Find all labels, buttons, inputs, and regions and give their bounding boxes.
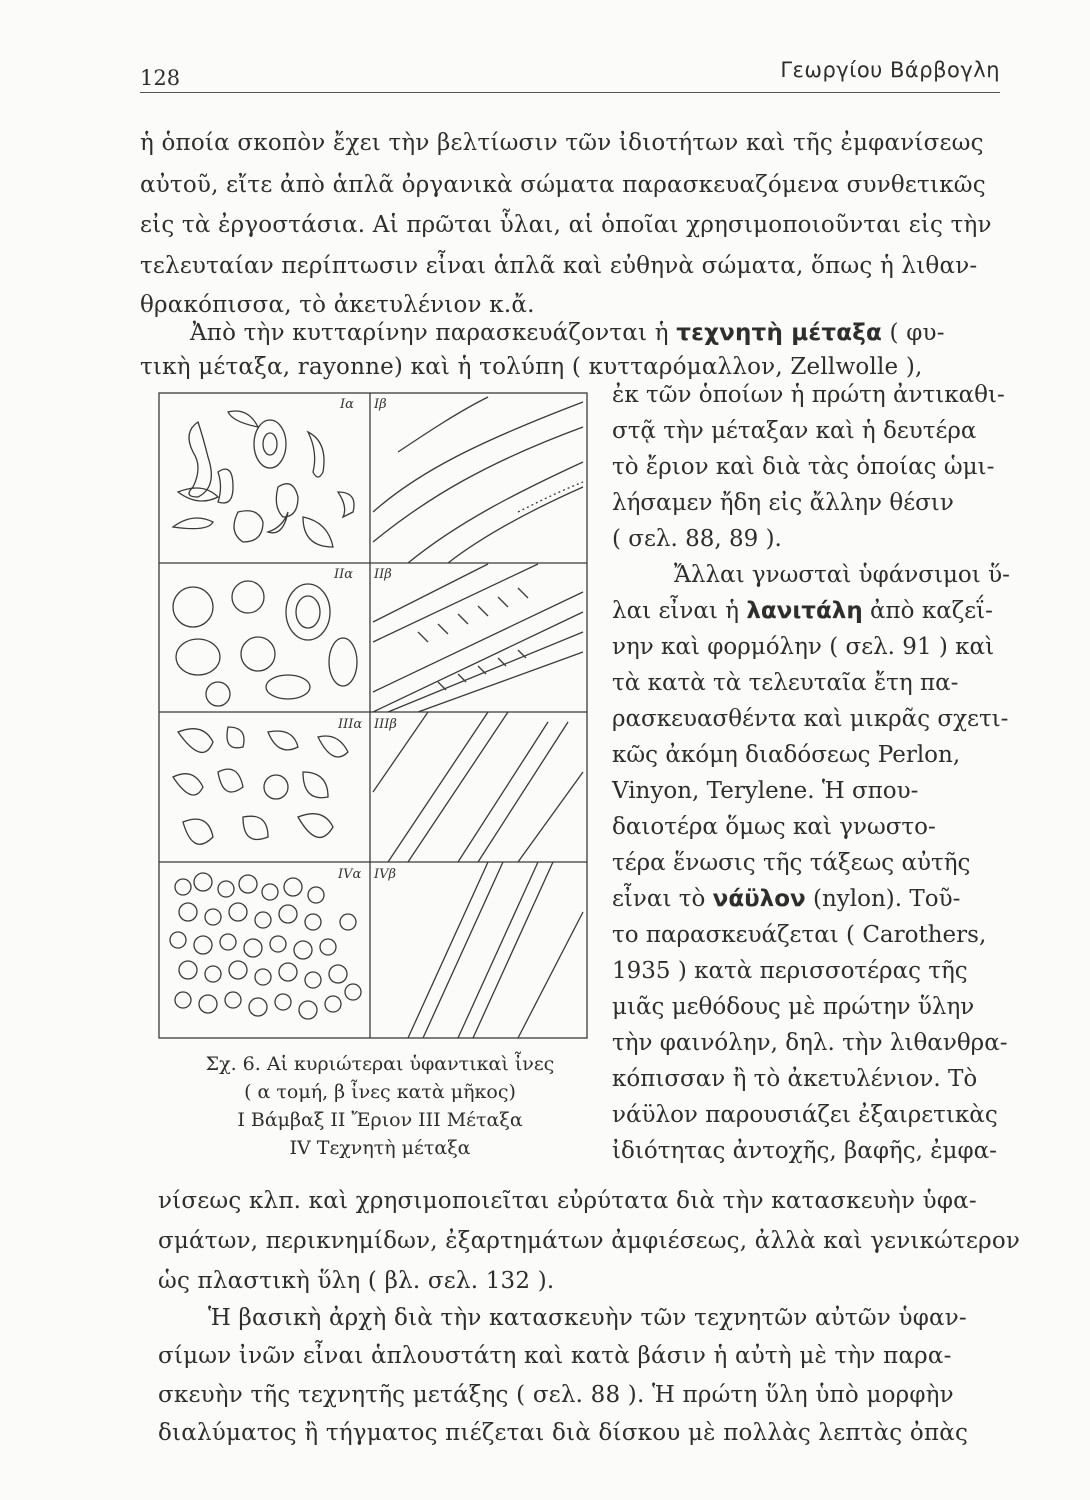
text-line [612,526,782,552]
caption-line: ΙV Τεχνητὴ μέταξα [289,1137,471,1159]
panel-label: Ια [340,397,354,412]
text-line [612,886,960,912]
text-line: ἡ ὁποία σκοπὸν ἔχει τὴν βελτίωσιν τῶν ἰδιοτήτων καὶ τῆς ἐμφανίσεως [140,130,984,156]
text-line [612,454,994,480]
text-span: λήσαμεν ἤδη εἰς ἄλλην θέσιν [612,490,954,516]
running-head: Γεωργίου Βάρβογλη [780,58,1000,82]
text-line [612,958,968,984]
text-span: ( φυ- [882,320,945,346]
fiber-figure [158,392,588,1039]
caption-line: ( α τομή, β ἶνες κατὰ μῆκος) [244,1081,516,1103]
text-span: εἶναι τὸ [612,886,713,912]
text-line: νίσεως κλπ. καὶ χρησιμοποιεῖται εὐρύτατα διὰ τὴν κατασκευὴν ὑφα- [158,1188,977,1214]
text-span: (nylon). Τοῦ- [805,886,961,912]
text-span: στᾷ τὴν μέταξαν καὶ ἡ δευτέρα [612,418,977,444]
text-span: κόπισσαν ἢ τὸ ἀκετυλένιον. Τὸ [612,1066,978,1092]
text-line: θρακόπισσα, τὸ ἀκετυλένιον κ.ἄ. [140,292,535,318]
text-span: 1935 ) κατὰ περισσοτέρας τῆς [612,958,968,984]
text-line [612,634,994,660]
figure-caption [160,1050,600,1162]
text-line: εἰς τὰ ἐργοστάσια. Αἱ πρῶται ὗλαι, αἱ ὁποῖαι χρησιμοποιοῦνται εἰς τὴν [140,212,992,238]
panel-label: ΙVβ [374,867,397,882]
text-line [612,490,954,516]
text-line: αὐτοῦ, εἴτε ἀπὸ ἁπλᾶ ὀργανικὰ σώματα παρασκευαζόμενα συνθετικῶς [140,172,986,198]
bold-term: νάϋλον [712,886,806,912]
page-number: 128 [140,66,181,90]
text-span: τὴν φαινόλην, δηλ. τὴν λιθανθρα- [612,1030,1008,1056]
page-header [140,52,1000,93]
text-span: το παρασκευάζεται ( Carothers, [612,922,987,948]
text-line: ὡς πλαστικὴ ὕλη ( βλ. σελ. 132 ). [158,1268,555,1294]
panel-label: Ιβ [374,397,387,412]
text-span: κῶς ἀκόμη διαδόσεως Perlon, [612,742,961,768]
fiber-illustration [158,392,588,1039]
text-span: Ἄλλαι γνωσταὶ ὑφάνσιμοι ὕ- [674,562,1010,588]
text-line: διαλύματος ἢ τήγματος πιέζεται διὰ δίσκου μὲ πολλὰς λεπτὰς ὀπὰς [158,1420,969,1446]
text-line [612,670,958,696]
text-line [612,778,918,804]
text-line: τελευταίαν περίπτωσιν εἶναι ἁπλᾶ καὶ εὐθηνὰ σώματα, ὅπως ἡ λιθαν- [140,253,978,279]
text-line [612,850,970,876]
text-span: νάϋλον παρουσιάζει ἐξαιρετικὰς [612,1102,998,1128]
text-line: τικὴ μέταξα, rayonne) καὶ ἡ τολύπη ( κυτταρόμαλλον, Zellwolle ), [140,354,923,380]
text-span: δαιοτέρα ὅμως καὶ γνωστο- [612,814,936,840]
bold-term: τεχνητὴ μέταξα [676,320,883,346]
figure-border [159,393,587,1038]
text-line [612,994,974,1020]
text-span: ἐκ τῶν ὁποίων ἡ πρώτη ἀντικαθι- [612,382,1005,408]
panel-label: ΙVα [338,867,362,882]
text-span: μιᾶς μεθόδους μὲ πρώτην ὕλην [612,994,975,1020]
caption-line: Ι Βάμβαξ ΙΙ Ἔριον ΙΙΙ Μέταξα [237,1109,523,1131]
caption-line: Σχ. 6. Αἱ κυριώτεραι ὑφαντικαὶ ἶνες [205,1053,555,1075]
text-line [612,418,976,444]
panel-label: ΙΙβ [374,567,392,582]
text-span: ρασκευασθέντα καὶ μικρᾶς σχετι- [612,706,1009,732]
text-span: νην καὶ φορμόλην ( σελ. 91 ) καὶ [612,634,995,660]
text-line [612,382,1005,408]
text-line [612,1102,998,1128]
text-line: σκευὴν τῆς τεχνητῆς μετάξης ( σελ. 88 ). Ἡ πρώτη ὕλη ὑπὸ μορφὴν [158,1382,954,1408]
text-span: Ἀπὸ τὴν κυτταρίνην παρασκευάζονται ἡ [190,320,677,346]
panel-label: ΙΙΙβ [374,717,397,732]
text-line [612,598,993,624]
text-line [190,320,945,346]
text-span: ἀπὸ καζεΐ- [862,598,993,624]
text-line [612,706,1008,732]
text-line [612,1138,997,1164]
text-span: λαι εἶναι ἡ [612,598,747,624]
text-line: σίμων ἰνῶν εἶναι ἁπλουστάτη καὶ κατὰ βάσιν ἡ αὐτὴ μὲ τὴν παρα- [158,1343,952,1369]
text-line [612,1030,1008,1056]
text-span: ( σελ. 88, 89 ). [612,526,782,552]
text-span: ἰδιότητας ἀντοχῆς, βαφῆς, ἐμφα- [612,1138,997,1164]
text-line [612,814,936,840]
text-span: τὸ ἔριον καὶ διὰ τὰς ὁποίας ὡμι- [612,454,995,480]
text-span: τὰ κατὰ τὰ τελευταῖα ἔτη πα- [612,670,959,696]
bold-term: λανιτάλη [746,598,863,624]
text-span: Vinyon, Terylene. Ἡ σπου- [612,778,919,804]
text-span: τέρα ἕνωσις τῆς τάξεως αὐτῆς [612,850,971,876]
panel-label: ΙΙα [334,567,354,582]
text-line: Ἡ βασικὴ ἀρχὴ διὰ τὴν κατασκευὴν τῶν τεχνητῶν αὐτῶν ὑφαν- [208,1305,967,1331]
text-line [612,742,960,768]
text-line [674,562,1010,588]
panel-label: ΙΙΙα [338,717,363,732]
text-line [612,1066,977,1092]
text-line: σμάτων, περικνημίδων, ἐξαρτημάτων ἀμφιέσεως, ἀλλὰ καὶ γενικώτερον [158,1228,1021,1254]
text-line [612,922,986,948]
